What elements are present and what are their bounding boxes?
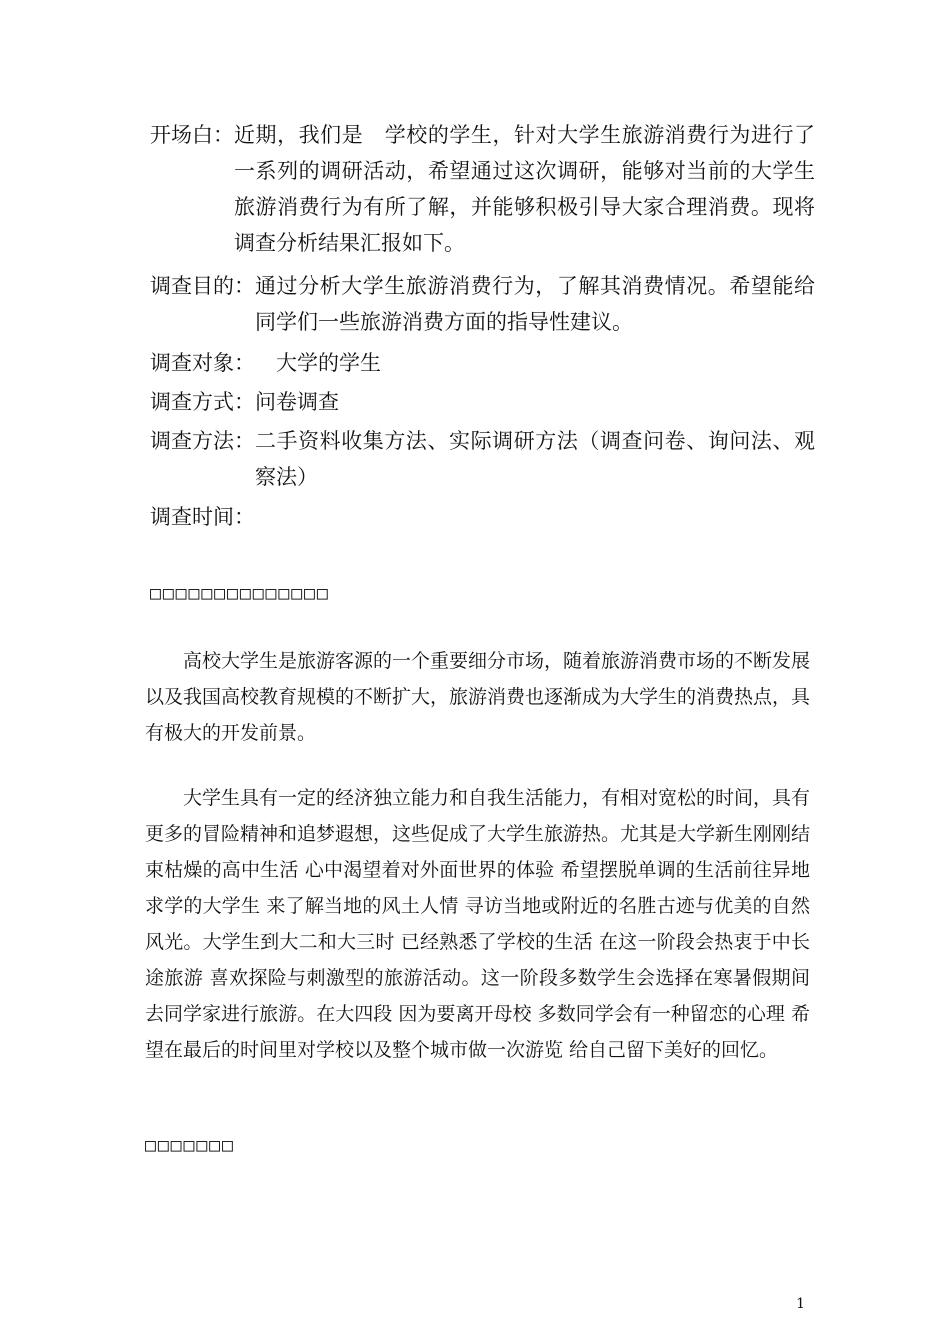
mode-label: 调查方式： — [150, 390, 255, 414]
section1-heading: □□□□□□□□□□□□□□ — [150, 583, 330, 604]
target-text: 大学的学生 — [255, 351, 381, 375]
method-label: 调查方法： — [150, 429, 255, 453]
purpose-label: 调查目的： — [150, 274, 255, 298]
time-label: 调查时间： — [150, 505, 255, 529]
opening-text: 近期，我们是 学校的学生，针对大学生旅游消费行为进行了一系列的调研活动，希望通过这次调研，能够对当前的大学生旅游消费行为有所了解，并能够积极引导大家合理消费。现将调查分析结果汇报如下。 — [234, 123, 815, 255]
paragraph-1: 高校大学生是旅游客源的一个重要细分市场，随着旅游消费市场的不断发展以及我国高校教育规模的不断扩大，旅游消费也逐渐成为大学生的消费热点，具有极大的开发前景。 — [145, 650, 811, 744]
info-time — [150, 499, 815, 535]
mode-text: 问卷调查 — [255, 390, 339, 414]
section2-heading: □□□□□□□ — [145, 1135, 235, 1156]
info-mode — [150, 384, 815, 420]
opening-label: 开场白： — [150, 123, 234, 147]
method-text: 二手资料收集方法、实际调研方法（调查问卷、询问法、观察法） — [255, 429, 815, 489]
info-method — [150, 423, 815, 495]
target-label: 调查对象： — [150, 351, 255, 375]
purpose-text: 通过分析大学生旅游消费行为，了解其消费情况。希望能给同学们一些旅游消费方面的指导性建议。 — [255, 274, 815, 334]
info-target — [150, 345, 815, 381]
info-purpose — [150, 268, 815, 340]
info-opening — [150, 117, 815, 261]
page-number: 1 — [796, 1296, 805, 1312]
paragraph-2: 大学生具有一定的经济独立能力和自我生活能力，有相对宽松的时间，具有更多的冒险精神和追梦遐想，这些促成了大学生旅游热。尤其是大学新生刚刚结束枯燥的高中生活 心中渴望着对外面世界的体验 希望摆脱单调的生活前往异地求学的大学生 来了解当地的风土人情 寻访当地或附近的名胜古迹与优美的自然风光。大学生到大二和大三时 已经熟悉了学校的生活 在这一阶段会热衷于中长途旅游 喜欢探险与刺激型的旅游活动。这一阶段多数学生会选择在寒暑假期间去同学家进行旅游。在大四段 因为要离开母校 多数同学会有一种留恋的心理 希望在最后的时间里对学校以及整个城市做一次游览 给自己留下美好的回忆。 — [145, 787, 811, 1061]
